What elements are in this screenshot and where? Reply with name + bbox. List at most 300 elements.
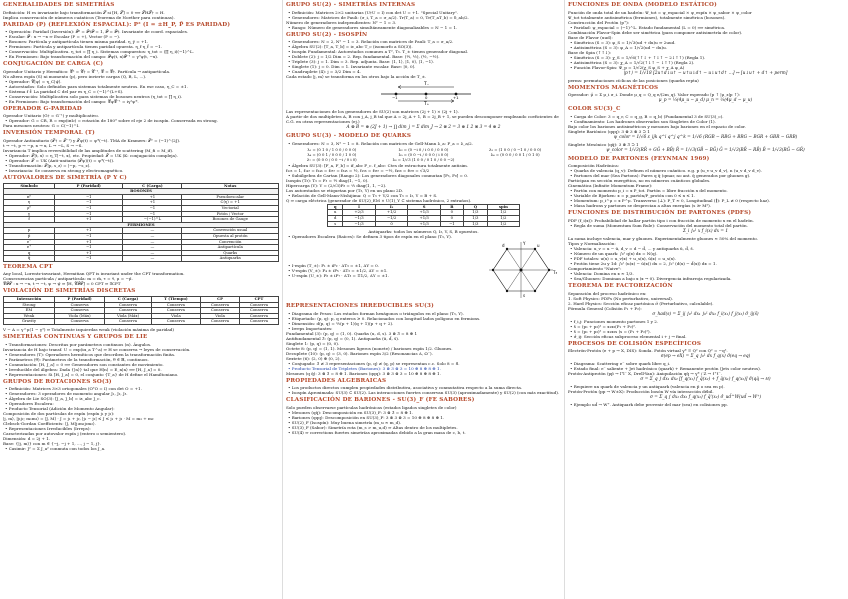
text-line: Combinación Flavor-Spin debe ser simétrica (para componer antisimetría de color). xyxy=(568,29,743,35)
text-line: Q ⇒ carga eléctrica (generador de SU(2)_EM × U(1)_Y ⊂ sistema hadrónico, 2 extraños). xyxy=(286,197,472,203)
text-line: Número de generadores independientes: N² − 1 = 3. xyxy=(286,19,397,25)
factorization-equation: σ_had(s) = Σ_ij ∫₀¹ dx₁ ∫₀¹ dx₂ f_i(x₁) f_j(x₂) σ̂_ij(ŝ) xyxy=(652,311,759,317)
section-header-pdfs: FUNCIONES DE DISTRIBUCIÓN DE PARTONES (PDFS) xyxy=(568,210,752,217)
table-cell: Conserva xyxy=(151,308,200,314)
gell-mann-matrix: λ₇ = (0 0 0 / 0 0 −i / 0 i 0) xyxy=(307,156,357,162)
list-item: • Valencia: u_v = u − ū, d_v = d − d̄, ... y antiquarks ū, d̄, s̄. xyxy=(570,246,843,251)
table-header-cell: Q xyxy=(463,204,487,210)
text-line: Función de onda total de un hadrón: Ψ_tot = ψ_espacial × ψ_espín × ψ_sabor × ψ_color xyxy=(568,9,752,15)
su3-weight-diagram xyxy=(481,239,561,301)
section-header-isospin: GRUPO SU(2) - ISOSPÍN xyxy=(286,31,368,38)
table-cell: +1 xyxy=(55,250,123,256)
text-line: 𝒞𝒫𝒯 : x → −x, t → −t, ψ → ψ̄ ⇒ [H, 𝒞𝒫𝒯] = 0 CPT ⇒ ∃CPT xyxy=(3,281,121,287)
text-line: Operador: μ̂ = Σ μ_i σ_i. Donde μ_q = Q_q e/(2m_q). Valor esperado ⟨p ↑ |μ_z|p ↑⟩: xyxy=(568,92,741,98)
table-cell: π⁰ xyxy=(4,194,55,200)
list-item: • Operador: 𝒯|t, x⟩ = η_T|−t, x⟩, etc. Propiedad: 𝒯 = UK (K: conjugación compleja). xyxy=(5,153,279,158)
section-header-clasificacion: CLASIFICACIÓN DE BARIONES - SU(3)_F (FE SABORES) xyxy=(286,397,475,404)
table-cell: C(η) = +1 xyxy=(182,200,279,206)
table-cell: — xyxy=(123,250,182,256)
list-item: • Escalar: 𝒫 : x → −x ⇒ Escalar (P = +), Vector (P = −). xyxy=(5,34,279,39)
text-line: Sextete (6): (2, 0) ⊕ (0, 2). xyxy=(286,355,341,361)
table-cell: 1/3 xyxy=(463,210,487,216)
text-line: Implica conservación de números cuánticos (Teorema de Noether para continuas). xyxy=(3,14,175,20)
list-item: • PDF totales: u(x) = u_v(x) + u_s(x), ū(x) = u_s(x). xyxy=(570,256,843,261)
list-item: • Casimir: J² = Σ J_a² conmuta con todos los J_a. xyxy=(5,446,279,451)
table-cell: +2/3 xyxy=(343,210,376,216)
text-line: Any local, Lorentz-invariant, Hermitian QFT is invariant under the CPT transformation. xyxy=(3,271,185,277)
table-header-cell: C (Carga) xyxy=(123,183,182,189)
table-cell: — xyxy=(123,228,182,234)
text-line: Decuplete (10): (p, q) = (3, 0). Bariones espín 3/2 (Resonancias Δ, Ω⁻). xyxy=(286,350,433,356)
text-line: Operador Unitario (G† = G⁻¹) y multiplicativo. xyxy=(3,113,99,119)
list-item: • Generadores (T): Operadores hermíticos que describen la transformación finita. xyxy=(5,352,279,357)
text-line: Antiquarks: todos los números Q, I₃, Y, S, B opuestos. xyxy=(368,229,479,235)
table-cell: Conserva xyxy=(201,319,240,325)
list-item: • Invariancia: Se conserva en strong y electromagnético. xyxy=(5,168,279,173)
section-header-generalidades: GENERALIDADES DE SIMETRÍAS xyxy=(3,2,115,8)
list-item: • Bosones: Partícula y antipartícula tienen misma paridad. η_γ̄ = +1. xyxy=(5,39,279,44)
weight-dot xyxy=(492,269,494,271)
baryon-color-equation: ψ_color = 1/√6 ε_ijk q^i q^j q^k = 1/√6 (RGB − RBG + BRG − BGR + GBR − GRB) xyxy=(613,134,798,140)
text-line: V − A = γ^μ(1 − γ⁵) ⇒ Totalmente izquierdas weak (violación máxima de paridad) xyxy=(3,327,175,333)
list-item: • Transformaciones: Descritas por parámetros continuos (α). Ángulos. xyxy=(5,342,279,347)
list-item: • σ̂_ij: Sección eficaz subproceso elemental i + j → final. xyxy=(570,334,843,339)
ladder-label-plus: T₊ xyxy=(424,102,430,106)
text-line: Base de Flavor (uud): xyxy=(568,34,613,40)
text-line: Octete 8: (p, q) = (1, 1). Mesones ligeros (nonete) / bariones espín 1/2. Gluones. xyxy=(286,345,453,351)
table-cell: η xyxy=(4,200,55,206)
table-cell: −1/3 xyxy=(343,221,376,227)
table-cell: Viola (Máx) xyxy=(54,313,104,319)
list-item: • Variable de Bjorken: x = p_partón/P_protón con 0 ≤ x ≤ 1. xyxy=(570,193,843,198)
violation-table xyxy=(3,296,279,325)
table-cell: −1/2 xyxy=(375,215,408,221)
weight-dot xyxy=(534,290,536,292)
text-line: Isospín (T₃): T₃ = F₃ = ½ diag(1, −1, 0). xyxy=(286,177,369,183)
list-item: • Operador: G = CR, R = exp(iπI₂) = rotación de 180° sobre el eje 2 de isospín. Conservada en strong. xyxy=(5,118,279,123)
text-line: Composición de dos partículas de espín (espín j₁ y j₂): xyxy=(3,411,115,417)
list-item: • f_i,j: Funciones momento partones 1 y 2. xyxy=(570,319,843,324)
table-cell: Conserva xyxy=(151,319,200,325)
text-line: Singlete 1: (p, q) = (0, 0). xyxy=(286,340,340,346)
table-header-cell: Símbolo xyxy=(4,183,55,189)
list-item: • Álgebra SU(2): [T_a, T_b] = iε_abc T_c (isomorfo a SO(3)). xyxy=(288,44,561,49)
table-cell: e⁻ xyxy=(4,239,55,245)
list-item: • Álgebra de Lie SO(3): [J_a, J_b] = iε_abc J_c. xyxy=(5,396,279,401)
table-cell: −1 xyxy=(55,256,123,262)
list-item: • Regla de suma (Momentum Sum Rule): Conservación del momento total del partón. xyxy=(570,223,843,228)
gell-mann-matrix: λ₈ = 1/√3 (1 0 0 / 0 1 0 / 0 0 −2) xyxy=(392,156,455,162)
table-cell: Convención xyxy=(182,239,279,245)
list-item: • Carga de Color: 3 = q_r, C = q_g, B = q_b) (Fundamental 3 de SU(3)_c). xyxy=(570,114,843,119)
table-cell: 1/3 xyxy=(463,221,487,227)
table-cell: 1/2 xyxy=(487,221,519,227)
list-item: • Etiquetado: (p, q): p, q enteros ≥ 0. Relacionados con longitud lados polígono en fermions. xyxy=(288,316,561,321)
column-1 xyxy=(0,0,282,599)
list-item: • Conjugado: 3̄ ≠ 3 representaciones (p, q) ≠ (q, p) se representan c.c. Solo 8 = 8̄. xyxy=(288,361,561,366)
text-line: Separación del proceso hadrónico en: xyxy=(568,290,647,296)
table-cell: 1/2 xyxy=(487,215,519,221)
text-line: Singlete Bariónico (qqq): 3 ⊗ 3 ⊗ 3 ⊃ 1 xyxy=(568,128,650,134)
list-item: • Producto Tensorial (Adición de Momento Angular): xyxy=(5,406,279,411)
gell-mann-matrix: λ₂ = (0 −i 0 / i 0 0 / 0 0 0) xyxy=(398,146,449,152)
list-item: • Dimensión: d(p, q) = ½(p + 1)(q + 1)(p + q + 2). xyxy=(288,321,561,326)
table-cell: −(−1)^L xyxy=(123,217,182,223)
weight-dot xyxy=(548,269,550,271)
text-line: Fórmula General (Colisión P₁ + P₂): xyxy=(568,305,642,311)
section-header-conjugacion: CONJUGACIÓN DE CARGA (C) xyxy=(3,61,104,68)
list-item: • Triplete (3): j = 1. Dim = 3. Rep. adjunta. Base: |1, 1⟩, |1, 0⟩, |1, −1⟩. xyxy=(288,59,561,64)
list-item: • Rango: Número de generadores simultáneamente diagonalizables = N − 1 = 1. xyxy=(288,25,561,30)
section-header-procesos: PROCESOS DE COLISIÓN ESPECÍFICOS xyxy=(568,340,702,347)
text-line: Las representaciones de los generadores de SU(2) son matrices (2j + 1) × (2j + 1). xyxy=(286,109,459,115)
table-cell: Conserva xyxy=(240,313,279,319)
table-header-cell: Notas xyxy=(182,183,279,189)
text-line: Base: {|j, m⟩} con m ∈ {−j, −j + 1, ..., j − 1, j}. xyxy=(3,441,102,447)
table-header-cell: CP xyxy=(201,297,240,303)
list-item: • En Fermiones: Bajo transformación del campo: 𝒫ψ(t, x)𝒫⁻¹ = γ⁰ψ(t, −x). xyxy=(5,54,279,59)
text-line: Consecuencias partícula / antipartícula: m = m̄, τ = τ̄, μ = −μ̄. xyxy=(3,276,133,282)
table-cell: Conserva xyxy=(240,302,279,308)
weight-dot xyxy=(534,248,536,250)
list-item: • Relación de Gell-Mann-Nishijima: Q = T₃ + Y/2 con T₃ = I₃, Y = B + S. xyxy=(288,193,561,198)
list-item: • Doblete (2): j = 1/2 Dim = 2. Rep. fundamental. Base: (½, ½), (½, −½). xyxy=(288,54,561,59)
text-line: PDF (f_i(x)): Probabilidad de hallar partón tipo i con fracción de momento x en el hadrón. xyxy=(568,217,754,223)
list-item: • Generadores: N = 2, N² − 1 = 3. Relación con matrices de Pauli: T_a = σ_a/2. xyxy=(288,39,561,44)
list-item: • Operador: 𝒯 = UK (Anti-unitario (𝒯ψ)(t) = ψ*(−t)). xyxy=(5,158,279,163)
table-cell: — xyxy=(123,245,182,251)
list-item: • SU(4) ⇒ corrections fuertes simetrías aproximadas debido a la gran masa de c, b, t. xyxy=(288,430,561,435)
meson-color-equation: ψ_color = 1/√3(RR̄ + GḠ + BB̄) R̄ = 1/√3(GB̄ − BḠ) Ḡ = 1/√3(BR̄ − RB̄) B̄ = 1/√3(RḠ − GR̄) xyxy=(606,147,805,153)
text-line: Fundamental (3): (p, q) = (1, 0). Quarks (u, d, s). 3 ⊗ 3̄ = 8 ⊕ 1 xyxy=(286,330,418,336)
table-cell: −1 xyxy=(55,200,123,206)
list-item: • Singlete (1): j = 0. Dim = 1. Invariante escalar. Base: |0, 0⟩. xyxy=(288,64,561,69)
list-item: • Partón con momento p_i = x P_tot. Partón = libre fracción x del momento. xyxy=(570,188,843,193)
text-line: Antifundamental 3̄: (p, q) = (0, 1). Antiquarks (ū, d̄, s̄). xyxy=(286,335,400,341)
weight-label: u xyxy=(537,243,540,249)
gell-mann-matrix: λ₁ = (0 1 0 / 1 0 0 / 0 0 0) xyxy=(307,146,357,152)
text-line: Participan en sección energética, no en números cuánticos globales. xyxy=(568,178,711,184)
list-item: • Estado final: e⁻ saliente + Jet hadrónico (quark) + Remanente protón (Jets color neutros). xyxy=(570,366,843,371)
text-line: Mesones (q q̄): 3 ⊗ 3̄ = 8 ⊕ 1. Bariones (qqq): 3 ⊗ 3 ⊗ 3 = 10 ⊕ 8 ⊕ 8 ⊕ 1. xyxy=(286,370,441,376)
list-item: • Valencia: Domina en x ≈ 1/3. xyxy=(570,271,843,276)
table-cell: Conserva xyxy=(201,302,240,308)
table-header-cell: T (Tiempo) xyxy=(151,297,200,303)
text-line: Construcción del Protón (p⁺): xyxy=(568,19,630,25)
text-line: Invariancia T implica reversibilidad de las amplitudes de scattering (M_fi = M_if). xyxy=(3,147,174,153)
list-item: • V-espín (V_±): F₄ ± iF₅ · ΔT₃ = ±1/2, ΔY = ±1. xyxy=(288,268,481,273)
ladder-tick: −1 xyxy=(392,95,398,101)
list-item: • Sistema f f̄: La paridad C del par es η_C = (−1)^(L+S). xyxy=(5,89,279,94)
text-line: Definición: H es invariante bajo transformación 𝒮 si [H, 𝒮] = 0 ⟺ 𝒮H𝒮† = H. xyxy=(3,9,165,15)
proton-wavefunction-equation: |p↑⟩ = 1/√18 [2u↑d↓u↑ − u↑u↓d↑ − u↓u↑d↑ ...] ↔ [u↓u↑ + d↑ + perm] xyxy=(623,70,788,76)
gell-mann-matrix: λ₄ = (0 0 1 / 0 0 0 / 1 0 0) xyxy=(307,151,357,157)
magnetic-moment-equation: μ_p = ⅓(4μ_u − μ_d) μ_n = ⅓(4μ_d − μ_u) xyxy=(658,98,753,104)
list-item: • Irreps Importantes: xyxy=(288,326,561,331)
list-item: • Los productos directos cumplen propiedades distributiva, asociativa y conmutativa respecto a la suma directa. xyxy=(288,385,561,390)
table-cell: 1/2 xyxy=(487,210,519,216)
list-item: • Momentum: p_i^μ = x P^μ. Transverso (⊥): P_T ≈ 0, Longitudinal (∥): P_L ≠ 0 (respecto haz). xyxy=(570,198,843,203)
table-header-cell: P (Paridad) xyxy=(54,297,104,303)
table-cell: −1 xyxy=(55,245,123,251)
weight-dot xyxy=(506,290,508,292)
text-line: Los autoestados se etiquetan por (T₃, Y) en un plano 2D. xyxy=(286,187,404,193)
table-cell: Conserva xyxy=(240,308,279,314)
text-line: |j, m⟩, |j₁j₂; m₁m₂⟩ = |J, M⟩ · J = j₁ + j₂, |j₁ − j₂| ≤ J ≤ j₁ + j₂ · M = m₁ + m₂ xyxy=(3,416,154,422)
list-item: • Generadores: 3 operadores de momento angular J₁, J₂, J₃. xyxy=(5,391,279,396)
section-header-violacion: VIOLACIÓN DE SIMETRÍAS DISCRETAS xyxy=(3,288,136,295)
table-cell: +1 xyxy=(55,228,123,234)
table-cell: p xyxy=(4,228,55,234)
text-line: Cada estado |j, m⟩ se transforma en los otros bajo la acción de T_±. xyxy=(286,74,427,80)
list-item: • Definición: Matrices 2×2 unitarias (U†U = I) con det U = +1. "Special Unitary". xyxy=(288,10,561,15)
section-header-momentos: MOMENTOS MAGNÉTICOS xyxy=(568,84,659,91)
text-line: 1. Soft Physics: PDFs (No perturbativo, universal). xyxy=(568,295,674,301)
table-cell: −1 xyxy=(123,205,182,211)
table-cell: Conserva xyxy=(54,319,104,325)
list-item: • Número de un quark: ∫₀¹ q(x) dx = N(q). xyxy=(570,251,843,256)
list-item: • Fermiones: Partícula y antipartícula tienen paridad opuesta. η_f η_f̄ = −1. xyxy=(5,44,279,49)
gell-mann-matrix: λ₅ = (0 0 −i / 0 0 0 / i 0 0) xyxy=(398,151,449,157)
table-header-cell: CPT xyxy=(240,297,279,303)
table-header-cell: spin xyxy=(487,204,519,210)
table-cell: +1/3 xyxy=(408,210,441,216)
list-item: • Paridad: ψ_espacial = (−1)^L. Estado fundamental (L = 0) ⟹ simétrica. xyxy=(570,25,843,30)
table-cell: −1 xyxy=(123,211,182,217)
table-cell: Bosones de Gauge xyxy=(182,217,279,223)
list-item: • Ejemplo ud̄ → W⁺. Antiquark debe provenir del mar (sea) en colisiones pp. xyxy=(570,402,843,407)
table-cell: — xyxy=(123,239,182,245)
table-cell: Conserva xyxy=(105,302,151,308)
table-cell: q̄ xyxy=(4,256,55,262)
table-cell: — xyxy=(123,256,182,262)
table-header-cell: I₃ xyxy=(375,204,408,210)
table-cell: s xyxy=(328,221,343,227)
table-header-cell: I xyxy=(343,204,376,210)
list-item: • Transformación: 𝒯|p, s_z⟩ = |−p, −s_z⟩. xyxy=(5,163,279,168)
text-line: Electrón-Protón (e + p → X, DIS): Sonda. Fotón virtual γ* ≡ Q² con Q² = −q². xyxy=(568,348,728,354)
axis-label: Y xyxy=(523,241,526,247)
table-cell: EM xyxy=(4,308,55,314)
table-cell: Fotón / Vector xyxy=(182,211,279,217)
list-item: • Generadores: N = 3, N² − 1 = 8. Relación con matrices de Gell-Mann λ_a: F_a = λ_a/2. xyxy=(288,141,561,146)
table-cell: e⁺ xyxy=(4,245,55,251)
list-item: • Bariones (qqq): Descomposición en SU(3)_F: 3 ⊗ 3 ⊗ 3 = 10 ⊕ 8 ⊕ 8 ⊕ 1. xyxy=(288,415,561,420)
list-item: • Parámetros (θ): Parámetros de la transformación, θ ∈ ℝ, continuos. xyxy=(5,357,279,362)
section-header-factorizacion: TEOREMA DE FACTORIZACIÓN xyxy=(568,282,673,289)
table-cell: Vectorial xyxy=(182,205,279,211)
table-row xyxy=(4,319,279,325)
list-item: • Subálgebra de Cartan (Rango 2): Los generadores diagonales conmutan [F₃, F₈] = 0. xyxy=(288,173,561,178)
table-cell: −1/3 xyxy=(343,215,376,221)
text-line: Invariancia de H bajo transf. U = exp(iα_a T^a) ⇒ H se conserva → leyes de conservación. xyxy=(3,346,191,352)
section-header-so3: GRUPOS DE ROTACIONES SO(3) xyxy=(3,378,112,385)
list-item: • Antisimétrica (S = 3): φ_A = 1/√2(ud − du)u. xyxy=(570,45,843,50)
text-line: Singlete Mesónico (qq̄): 3 ⊗ 3̄ ⊃ 1 xyxy=(568,141,639,147)
ladder-label-minus: T₋ xyxy=(424,82,430,88)
list-item: • ŝ = (p₁ + p₂)² = x₁x₂(P₁ + P₂)². xyxy=(570,324,843,329)
list-item: • Isospín Fundamental: Autoestados comunes a T², T₃. T_± tienen generador diagonal. xyxy=(288,49,561,54)
list-item: • Sea/Gluones: Dominan a bajo x (x → 0). Divergencia infrarroja regularizada. xyxy=(570,276,843,281)
list-item: • Generadores: Matrices de Pauli: (σ_i, T_a = σ_a/2). Tr(T_a) = 0, Tr(T_aT_b) = δ_ab/2. xyxy=(288,15,561,20)
text-line: No altera espín (S) ni momento (p), pero invierte cargas (Q, B, L, ...). xyxy=(3,73,147,79)
column-2 xyxy=(282,0,564,599)
list-item: • Representaciones Irreducibles (Irreps): xyxy=(5,426,279,431)
decomposition-equation: A ⊗ B = ⊕ (2J + 1) → ∏ dim_j = Σ dim_J → 2 ⊗ 2 = 3 ⊕ 1 2 ⊗ 3 = 4 ⊕ 2 xyxy=(346,125,501,131)
table-cell: +1 xyxy=(55,239,123,245)
ladder-tick: +1 xyxy=(453,95,459,101)
text-line: t → −t, p → −p, x → x, L → −L, S → −S. xyxy=(3,142,83,148)
text-line: La suma incluye valencia, mar y gluones. Experimentalmente gluones ≈ 50% del momento. xyxy=(568,235,758,241)
list-item: • I-espín (T_±): F₁ ± iF₂ · ΔT₃ = ±1, ΔY = 0. xyxy=(288,263,481,268)
text-line: Dimensión: d = 2j + 1. xyxy=(3,436,51,442)
text-line: Operador Unitario y Hermítico: 𝒞² = 𝒞† = 𝒞⁻¹, 𝒞 = 𝒞†. Partícula → antipartícula. xyxy=(3,68,171,74)
list-item: • Mesones (qq̄): Descomposición en SU(3)_F: 3 ⊗ 3̄ = 8 ⊕ 1. xyxy=(288,410,561,415)
section-header-autovalores: AUTOVALORES DE SIMETRÍA (P Y C) xyxy=(3,174,128,181)
text-line: Para mesones neutros: G = C(−1)^I. xyxy=(3,123,80,129)
section-header-cpt: TEOREMA CPT xyxy=(3,263,53,270)
list-item: • Conmutación: [H, J_a] = 0 ⟹ Generadores son constantes de movimiento. xyxy=(5,362,279,367)
text-line: Base de Spin (↑↑↓): xyxy=(568,49,612,55)
text-line: Solo pueden observarse partículas hadrónicas (estados ligados singletes de color) xyxy=(286,404,457,410)
list-item: • Irreducible del álgebra: Dada {|n⟩} tal que H|n⟩ = E_n|n⟩ ⟹ [H, J_a] = 0. xyxy=(5,367,279,372)
list-item: • Quarks de valencia (q_v): Definen el número cuántico. e.g. p (u_v u_v d_v), n (u_v d_v d_v). xyxy=(570,168,843,173)
table-cell: +1/3 xyxy=(408,215,441,221)
table-cell: Gravity xyxy=(4,319,55,325)
table-header-cell: C (Carga) xyxy=(105,297,151,303)
ladder-ops-list xyxy=(286,263,481,278)
list-item: • Conservación: Multiplicativa. η_tot = ∏ η_i. Sistemas compuestos: η_tot = (∏ η_i)(−1)^L. xyxy=(5,49,279,54)
table-cell: Antiquarks xyxy=(182,256,279,262)
list-item: • Simétrica (S = 3): χ_S = 1/√6(↑↑↓ + ↑↓↑ − 2↓↑↑) (Regla 1). xyxy=(570,55,843,60)
list-item: • Producto Tensorial de Tripletes (Bariones): 3 ⊗ 3 ⊗ 3 = 10 ⊕ 8 ⊕ 8 ⊕ 1. xyxy=(288,366,561,371)
table-cell: ρ⁰ xyxy=(4,205,55,211)
list-item: • Representaciones: Si [H, J_a] = 0, el conjunto {T_a} de H define el Hamiltoniano. xyxy=(5,372,279,377)
table-cell: f xyxy=(4,217,55,223)
text-line: Caracterizadas por autovalor espín j (entero o semientero). xyxy=(3,431,127,437)
table-cell: Viola xyxy=(151,313,200,319)
table-cell: Weak xyxy=(4,313,55,319)
table-cell: 0 xyxy=(440,210,463,216)
text-line: Cinemática (Infinite Momentum Frame): xyxy=(568,183,653,189)
table-cell: Conserva xyxy=(105,319,151,325)
table-subheader-bosones: BOSONES xyxy=(4,189,279,195)
table-row xyxy=(4,256,279,262)
table-cell: −1 xyxy=(55,205,123,211)
text-line: Operador Antiunitario (𝒯† = 𝒯⁻¹) y 𝒯ψ(t) = ψ*(−t). TMA de Kramers: 𝒯² = (−1)^(2J). xyxy=(3,137,181,143)
text-line: Hipercarga (Y): Y = (2/√3)F₈ = ⅓ diag(1, 1, −2). xyxy=(286,182,387,188)
list-item: • Definición: Matrices 3×3 ortogonales (OᵀO = I) con det O = +1. xyxy=(5,386,279,391)
table-header-cell: q xyxy=(328,204,343,210)
list-item: • Antisimétrica (S = 3): χ_A = 1/√2(↑↓↑ − ↓↑↑) (Regla 2). xyxy=(570,60,843,65)
list-item: • Masa hadrons y partones se desprecian a altas energías (s ≫ M²). xyxy=(570,203,843,208)
table-header-cell: P (Paridad) xyxy=(55,183,123,189)
text-line: perms: permutaciones cíclicas de las posiciones (quarks repta) xyxy=(568,77,699,83)
list-item: • SU(2)_F (Isospín): Muy buena simetría (m_u ≈ m_d). xyxy=(288,420,561,425)
table-cell: Conserva xyxy=(54,308,104,314)
list-item: • Diagrama: Scattering e⁻ sobre quark libre q_i. xyxy=(570,361,843,366)
section-header-su2: GRUPO SU(2) - SIMETRÍAS INTERNAS xyxy=(286,2,416,8)
dis-equation: σ(ep → eX) = Σ_q ∫₀¹ dx f_q(x) σ̂(eq → eq) xyxy=(660,354,751,360)
weight-label: d xyxy=(502,243,505,249)
table-cell: Conserva xyxy=(54,302,104,308)
table-cell: 0 xyxy=(440,215,463,221)
column-3 xyxy=(564,0,846,599)
text-line: f₁₂₃ = 1, f₁₄₇ = f₂₄₆ = f₂₅₇ = f₃₄₅ = ½, f₁₅₆ = f₃₆₇ = −½, f₄₅₈ = f₆₇₈ = √3/2 xyxy=(286,167,430,173)
table-cell: Quarks xyxy=(182,250,279,256)
list-item: • Álgebra SU(3): [F_a, F_b] = if_abc F_c. f_abc: Ctes de estructura totalmente antisim. xyxy=(288,163,561,168)
table-cell: Antipartícula xyxy=(182,245,279,251)
text-line: Protón-Protón (pp → W±X): Producción bosón W vía interacción débil. xyxy=(568,389,714,395)
text-line: Tipos y Normalización: xyxy=(568,240,616,246)
quark-numbers-table xyxy=(327,204,520,227)
table-cell: 0 xyxy=(375,221,408,227)
list-item: • U-espín (U_±): F₆ ± iF₇ · ΔT₃ = ∓1/2, ΔY = ±1. xyxy=(288,273,481,278)
text-line: A partir de dos multipletes A, B con j_A, j_B tal que A = 2j_A + 1, B = 2j_B + 1, se pueden descomponer empleando coeficientes de C.G. en otras representaciones (ej.) xyxy=(286,114,559,125)
section-header-color: COLOR SU(3)_C xyxy=(568,106,621,113)
table-cell: — xyxy=(123,233,182,239)
list-item: • Función Flavor-Spin: Ψ_p = 1/√2(χ_S φ_S + χ_A φ_A) xyxy=(570,65,843,70)
table-cell: −1 xyxy=(55,233,123,239)
list-item: • Requiere un quark de valencia y un antiquark (valencia en p̄ o sea en p). xyxy=(570,384,843,389)
table-cell: −1 xyxy=(55,211,123,217)
table-cell: Strong xyxy=(4,302,55,308)
table-header-cell: Interacción xyxy=(4,297,55,303)
sum-rule-equation: Σ_i ∫₀¹ x f_i(x) dx = 1 xyxy=(682,228,729,234)
weight-diagram-block xyxy=(286,239,561,301)
section-header-partones: MODELO DE PARTONES (FEYNMAN 1969) xyxy=(568,155,710,162)
list-item: • Partones del mar (Sea Partons): Pares q q̄ (qmar, no ant. q̄ generados por gluones g). xyxy=(570,173,843,178)
text-line: Bajo color los bariones antisimétricos y mesones bajo bariones en el espacio de color. xyxy=(568,123,746,129)
table-cell: Viola (Máx) xyxy=(105,313,151,319)
section-header-inversion-temporal: INVERSIÓN TEMPORAL (T) xyxy=(3,130,95,137)
table-cell: +1 xyxy=(123,200,182,206)
gell-mann-matrix: λ₆ = (0 0 0 / 0 0 1 / 0 1 0) xyxy=(490,151,540,157)
table-row xyxy=(328,221,520,227)
table-cell: Conserva xyxy=(201,308,240,314)
table-cell: Opuesta al protón xyxy=(182,233,279,239)
table-subheader-fermiones: FERMIONES xyxy=(4,222,279,228)
table-cell: Conserva xyxy=(105,308,151,314)
section-header-g-paridad: OPERADOR G-PARIDAD xyxy=(3,105,82,112)
table-cell: +1 xyxy=(123,194,182,200)
table-cell: +1/3 xyxy=(408,221,441,227)
ladder-tick: 0 xyxy=(425,95,428,101)
isospin-ladder-diagram xyxy=(286,79,562,105)
table-cell: +1/2 xyxy=(375,210,408,216)
list-item: • Confinamiento: Los hadrones observados son Singletes de Color (1). xyxy=(570,119,843,124)
list-item: • Operadores Escalera: xyxy=(5,401,279,406)
weight-label: s xyxy=(523,293,526,299)
list-item: • Isospín Aproximada: SU(3) ⊂ SU(2). Las interacciones fuertes conservan SU(3) (aproximadamente) y SU(2) (con más exactitud). xyxy=(288,390,561,395)
weight-dot xyxy=(506,248,508,250)
text-line: Protón-Antiprotón (pp̄ → l⁺l⁻ X, Drell-Yan): Aniquilación qq̄ → γ* / Z → ℓ⁺ℓ⁻. xyxy=(568,371,722,377)
table-cell: q xyxy=(4,250,55,256)
table-cell: −1 xyxy=(440,221,463,227)
section-header-quarks: GRUPO SU(3) - MODELO DE QUARKS xyxy=(286,133,412,140)
section-header-irreps-su3: REPRESENTACIONES IRREDUCIBLES SU(3) xyxy=(286,303,434,310)
table-cell: Conserva xyxy=(240,319,279,325)
table-cell: 1/3 xyxy=(463,215,487,221)
table-header-cell: S xyxy=(408,204,441,210)
list-item: • ŝ = (p₁ + p₂)² = x₁x₂s (s = (P₁ + P₂)²). xyxy=(570,329,843,334)
table-cell: +1 xyxy=(55,217,123,223)
text-line: Ψ_tot totalmente antisimétrica (fermiones), totalmente simétrica (bosones). xyxy=(568,14,726,20)
table-cell: u xyxy=(328,210,343,216)
section-header-paridad: PARIDAD (P) (REFLEXIÓN ESPACIAL): P² (I = ±Η_P, P̂ ES PARIDAD) xyxy=(3,21,231,28)
gell-mann-matrices xyxy=(286,147,561,162)
w-production-equation: σ = Σ_q ∫ dx₁ dx₂ f_q(x₁) f_q̄'(x₂) σ̂_ud̄^W(ud̄ → W⁺) xyxy=(649,395,762,401)
